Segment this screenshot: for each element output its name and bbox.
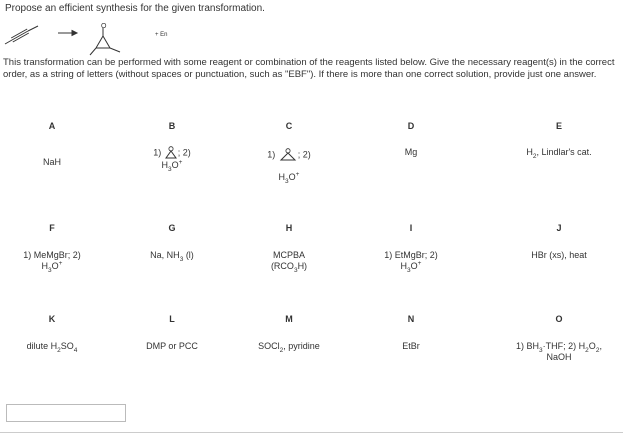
- reagent-letter-c: C: [285, 121, 293, 131]
- reagent-f-hydronium: $H_3O^+$: [41, 260, 63, 274]
- reagent-n-text: EtBr: [402, 341, 420, 351]
- reagent-letter-o: O: [555, 314, 563, 324]
- reagent-letter-k: K: [48, 314, 56, 324]
- reagent-b-text: [107, 146, 237, 171]
- reagent-h-line2: $(RCO_3H)$: [270, 261, 308, 274]
- reagent-i-hydronium: $H_3O^+$: [400, 260, 422, 274]
- reagent-b-step1: 1): [153, 147, 162, 158]
- reagent-o-line2: NaOH: [546, 352, 572, 362]
- reagent-c-step2: ; 2): [297, 149, 311, 160]
- reagent-letter-j: J: [556, 223, 562, 233]
- reagent-h-line1: MCPBA: [272, 250, 305, 260]
- reagent-letter-b: B: [168, 121, 176, 131]
- reagent-a-text: NaH: [42, 157, 61, 167]
- reagent-m-text: SOCl$_2$, pyridine: [258, 341, 320, 354]
- reagent-k-text: dilute $H_2SO_4$: [26, 341, 78, 354]
- reagent-c-text: [224, 148, 354, 183]
- reagent-letter-h: H: [285, 223, 293, 233]
- reagent-letter-m: M: [285, 314, 293, 324]
- epoxide-icon: [164, 146, 178, 160]
- question-prompt: Propose an efficient synthesis for the given transformation.: [5, 3, 265, 14]
- reagent-e-text: $H_2$, Lindlar's cat.: [526, 147, 592, 160]
- reagent-i-line1: 1) EtMgBr; 2): [384, 250, 438, 260]
- oxetane-icon: [278, 148, 298, 162]
- reagent-letter-l: L: [169, 314, 175, 324]
- reagent-label: + En: [155, 32, 168, 38]
- reagent-l-text: DMP or PCC: [146, 341, 198, 351]
- instructions-text: This transformation can be performed with some reagent or combination of the reagents listed below. Give the necessary reagent(s) in the correct order, as a string of letters (without spaces or punctuation, such as "EBF"). If there is more than one correct solution, provide just one answer.: [3, 57, 615, 80]
- starting-alkyne-structure: [5, 26, 38, 44]
- reagent-c-hydronium: $H_3O^+$: [278, 171, 300, 185]
- reagent-i-text: [346, 250, 476, 272]
- reaction-scheme: [0, 18, 623, 58]
- reagent-f-line1: 1) MeMgBr; 2): [23, 250, 81, 260]
- reagent-o-line1: 1) $BH_3\cdot THF$; 2) $H_2O_2$,: [516, 341, 602, 354]
- reagent-letter-d: D: [407, 121, 415, 131]
- reagent-b-step2: ; 2): [177, 147, 191, 158]
- reagent-f-text: [0, 250, 117, 272]
- reagent-letter-e: E: [555, 121, 562, 131]
- reaction-arrow: [58, 31, 77, 36]
- reagent-o-text: [494, 341, 623, 363]
- reagent-letter-g: G: [168, 223, 176, 233]
- reagent-letter-f: F: [49, 223, 55, 233]
- reagent-letter-i: I: [409, 223, 413, 233]
- reagent-d-text: Mg: [404, 147, 418, 157]
- reagent-b-hydronium: $H_3O^+$: [161, 159, 183, 173]
- reagent-j-text: HBr (xs), heat: [531, 250, 587, 260]
- reagent-h-text: [224, 250, 354, 272]
- epoxide-oxygen-label: O: [101, 23, 107, 30]
- reagent-letter-a: A: [48, 121, 56, 131]
- answer-input[interactable]: [6, 404, 126, 422]
- bottom-divider: [0, 432, 623, 433]
- product-epoxide-structure: [90, 28, 120, 55]
- reagent-c-step1: 1): [267, 149, 276, 160]
- reagent-letter-n: N: [407, 314, 415, 324]
- reagent-g-text: Na, $NH_3$ (l): [150, 250, 194, 263]
